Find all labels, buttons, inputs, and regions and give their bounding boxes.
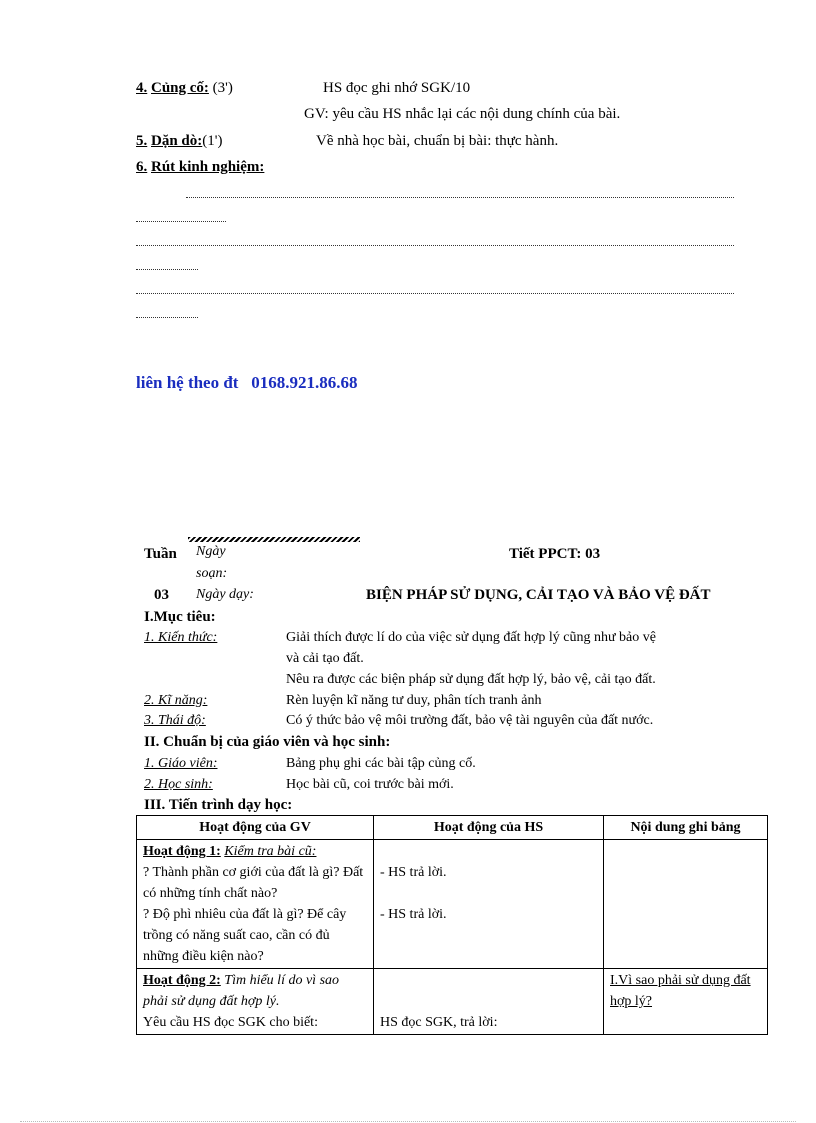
- activity-1-question-1: ? Thành phần cơ giới của đất là gì? Đất có những tính chất nào?: [143, 865, 364, 901]
- column-header-teacher: Hoạt động của GV: [137, 816, 374, 840]
- review-time: (3'): [212, 80, 233, 96]
- activity-1-student-cell: [374, 840, 604, 969]
- experience-title: Rút kinh nghiệm:: [151, 159, 265, 175]
- experience-section: [136, 159, 264, 176]
- activity-2-heading: [143, 970, 367, 1012]
- activity-2-teacher-cell: [137, 969, 374, 1035]
- review-title: Củng cố:: [151, 80, 209, 96]
- activity-2-student-cell: [374, 969, 604, 1035]
- activity-2-title: Tìm hiểu lí do vì sao phải sử dụng đất hợp lý.: [143, 973, 340, 1009]
- dotted-line: [186, 197, 734, 198]
- page-bottom-border: [20, 1121, 796, 1122]
- decorative-hatch-bar: [188, 537, 360, 542]
- activity-1-title: Kiểm tra bài cũ:: [224, 844, 317, 859]
- homework-time: (1'): [202, 133, 223, 149]
- student-prep-label: 2. Học sinh:: [144, 777, 213, 792]
- knowledge-text-1b: và cải tạo đất.: [286, 651, 364, 666]
- table-row: [137, 969, 768, 1035]
- dotted-line: [136, 293, 734, 294]
- objectives-heading: I.Mục tiêu:: [144, 609, 216, 625]
- review-number: 4.: [136, 80, 148, 96]
- lesson-plan-table: [136, 815, 768, 1035]
- activity-1-question-2: ? Độ phì nhiêu của đất là gì? Để cây trồng có năng suất cao, cần có đủ những điều kiện nào?: [143, 907, 347, 964]
- activity-2-label: Hoạt động 2:: [143, 973, 221, 988]
- activity-2-student-answer: HS đọc SGK, trả lời:: [380, 1015, 498, 1030]
- knowledge-text-1a: Giải thích được lí do của việc sử dụng đất hợp lý cũng như bảo vệ: [286, 630, 656, 645]
- week-label: Tuần: [144, 546, 177, 562]
- contact-label: liên hệ theo đt: [136, 373, 239, 392]
- lesson-title: BIỆN PHÁP SỬ DỤNG, CẢI TẠO VÀ BẢO VỆ ĐẤT: [366, 587, 711, 603]
- activity-2-instruction: Yêu cầu HS đọc SGK cho biết:: [143, 1015, 318, 1030]
- preparation-heading: II. Chuẩn bị của giáo viên và học sinh:: [144, 734, 391, 750]
- review-line-2: GV: yêu cầu HS nhắc lại các nội dung chính của bài.: [304, 106, 621, 122]
- homework-title: Dặn dò:: [151, 133, 203, 149]
- dotted-line: [136, 269, 198, 270]
- activity-1-content-cell: [604, 840, 768, 969]
- experience-number: 6.: [136, 159, 148, 175]
- week-number: 03: [154, 587, 169, 603]
- student-prep-text: Học bài cũ, coi trước bài mới.: [286, 777, 454, 792]
- skills-text: Rèn luyện kĩ năng tư duy, phân tích tranh ảnh: [286, 693, 542, 708]
- activity-1-teacher-cell: [137, 840, 374, 969]
- teacher-prep-text: Bảng phụ ghi các bài tập củng cố.: [286, 756, 476, 771]
- knowledge-label: 1. Kiến thức:: [144, 630, 218, 645]
- process-heading: III. Tiến trình dạy học:: [144, 797, 293, 813]
- activity-1-label: Hoạt động 1:: [143, 844, 221, 859]
- review-line-1: HS đọc ghi nhớ SGK/10: [323, 80, 471, 96]
- table-header-row: [137, 816, 768, 840]
- prep-date-label-1: Ngày: [196, 544, 226, 559]
- activity-2-content-heading: I.Vì sao phải sử dụng đất hợp lý?: [610, 973, 751, 1009]
- prep-date-label-2: soạn:: [196, 566, 228, 581]
- attitude-text: Có ý thức bảo vệ môi trường đất, bảo vệ tài nguyên của đất nước.: [286, 713, 654, 728]
- activity-1-student-answer-2: - HS trả lời.: [380, 907, 447, 922]
- dotted-line: [136, 221, 226, 222]
- column-header-student: Hoạt động của HS: [374, 816, 604, 840]
- contact-line: [136, 373, 357, 393]
- review-section: [136, 80, 233, 97]
- activity-1-student-answer-1: - HS trả lời.: [380, 865, 447, 880]
- attitude-label: 3. Thái độ:: [144, 713, 206, 728]
- knowledge-text-2: Nêu ra được các biện pháp sử dụng đất hợp lý, bảo vệ, cải tạo đất.: [286, 672, 656, 687]
- skills-label: 2. Kĩ năng:: [144, 693, 208, 708]
- dotted-line: [136, 317, 198, 318]
- period-label: Tiết PPCT: 03: [509, 546, 601, 562]
- activity-2-content-cell: [604, 969, 768, 1035]
- teach-date-label: Ngày dạy:: [196, 587, 254, 602]
- activity-1-heading: [143, 841, 367, 862]
- dotted-line: [136, 245, 734, 246]
- table-row: [137, 840, 768, 969]
- homework-section: [136, 133, 222, 150]
- homework-number: 5.: [136, 133, 148, 149]
- homework-text: Về nhà học bài, chuẩn bị bài: thực hành.: [316, 133, 559, 149]
- contact-phone: 0168.921.86.68: [251, 373, 358, 392]
- column-header-content: Nội dung ghi bảng: [604, 816, 768, 840]
- teacher-prep-label: 1. Giáo viên:: [144, 756, 218, 771]
